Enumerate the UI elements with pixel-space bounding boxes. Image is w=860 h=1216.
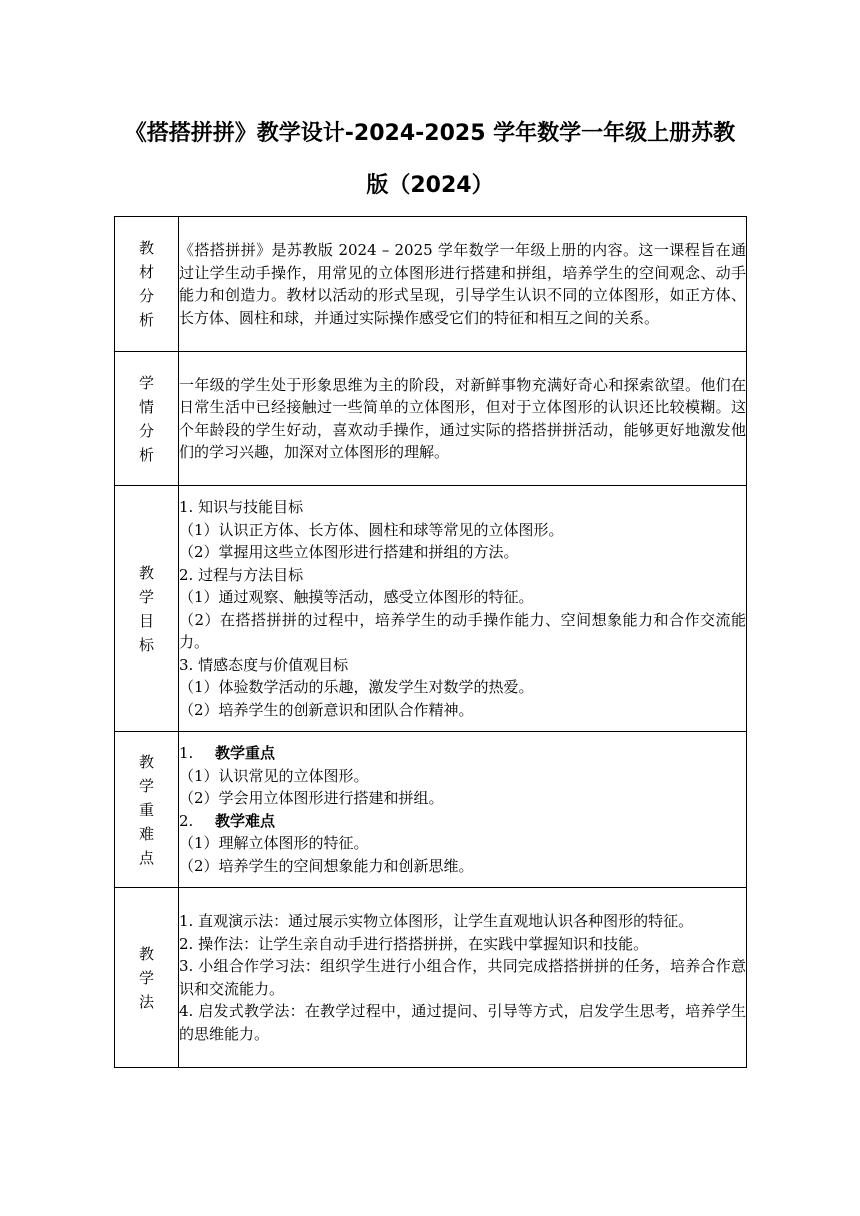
- table-row-student-analysis: [115, 352, 747, 486]
- row-label-key-difficult-points: [115, 732, 179, 888]
- objective-item: （1）认识正方体、长方体、圆柱和球等常见的立体图形。: [179, 520, 564, 539]
- label-char: 学: [138, 587, 154, 606]
- difficult-point-item: （2）培养学生的空间想象能力和创新思维。: [179, 856, 474, 875]
- objective-item: 1. 知识与技能目标: [179, 498, 304, 516]
- method-item: 3. 小组合作学习法：组织学生进行小组合作，共同完成搭搭拼拼的任务，培养合作意识和交流能力。: [179, 957, 746, 998]
- document-title: [100, 108, 760, 212]
- row-label-student-analysis: [115, 352, 179, 486]
- objective-item: （1）通过观察、触摸等活动，感受立体图形的特征。: [179, 588, 534, 606]
- title-line-1: 《搭搭拼拼》教学设计-2024-2025 学年数学一年级上册苏教: [124, 121, 736, 146]
- label-char: 重: [138, 800, 154, 819]
- table-row-teaching-methods: [115, 888, 747, 1068]
- label-char: 学: [138, 373, 154, 392]
- row-content-textbook-analysis: [179, 217, 747, 352]
- label-char: 教: [138, 563, 154, 582]
- student-analysis-text: 一年级的学生处于形象思维为主的阶段，对新鲜事物充满好奇心和探索欲望。他们在日常生活中已经接触过一些简单的立体图形，但对于立体图形的认识还比较模糊。这个年龄段的学生好动，喜欢动手操作，通过实际的搭搭拼拼活动，能够更好地激发他们的学习兴趣，加深对立体图形的理解。: [179, 375, 746, 461]
- table-row-textbook-analysis: [115, 217, 747, 352]
- label-char: 法: [138, 992, 154, 1011]
- label-char: 点: [138, 848, 154, 867]
- heading-text: 教学难点: [215, 811, 276, 830]
- label-char: 情: [138, 397, 154, 416]
- label-char: 标: [138, 635, 154, 654]
- label-char: 分: [138, 421, 154, 440]
- method-item: 1. 直观演示法：通过展示实物立体图形，让学生直观地认识各种图形的特征。: [179, 912, 694, 930]
- objective-item: （1）体验数学活动的乐趣，激发学生对数学的热爱。: [179, 678, 534, 696]
- title-line-2: 版（2024）: [366, 173, 494, 198]
- label-char: 目: [138, 611, 154, 630]
- method-item: 4. 启发式教学法：在教学过程中，通过提问、引导等方式，启发学生思考，培养学生的思维能力。: [179, 1002, 746, 1043]
- label-char: 析: [138, 445, 154, 464]
- row-label-teaching-methods: [115, 888, 179, 1068]
- label-char: 教: [138, 239, 154, 257]
- label-char: 难: [138, 824, 154, 843]
- key-points-heading: [179, 742, 746, 765]
- row-label-teaching-objectives: [115, 486, 179, 732]
- objective-item: 3. 情感态度与价值观目标: [179, 655, 349, 674]
- key-point-item: （1）认识常见的立体图形。: [179, 766, 369, 785]
- table-row-teaching-objectives: [115, 486, 747, 732]
- heading-number: 1.: [179, 744, 194, 762]
- lesson-plan-table: [114, 216, 747, 1068]
- label-char: 学: [138, 776, 154, 795]
- row-content-teaching-methods: [179, 888, 747, 1068]
- objective-item: （2）培养学生的创新意识和团队合作精神。: [179, 700, 474, 719]
- row-label-textbook-analysis: [115, 217, 179, 352]
- difficult-points-heading: [179, 810, 746, 833]
- row-content-key-difficult-points: [179, 732, 747, 888]
- key-point-item: （2）学会用立体图形进行搭建和拼组。: [179, 789, 444, 807]
- objective-item: 2. 过程与方法目标: [179, 565, 304, 584]
- objective-item: （2）掌握用这些立体图形进行搭建和拼组的方法。: [179, 543, 519, 561]
- heading-number: 2.: [179, 811, 194, 830]
- textbook-analysis-text: 《搭搭拼拼》是苏教版 2024 – 2025 学年数学一年级上册的内容。这一课程旨在通过让学生动手操作，用常见的立体图形进行搭建和拼组，培养学生的空间观念、动手能力和创造力。教材以活动的形式呈现，引导学生认识不同的立体图形，如正方体、长方体、圆柱和球，并通过实际操作感受它们的特征和相互之间的关系。: [179, 241, 746, 327]
- label-char: 教: [138, 752, 154, 771]
- row-content-teaching-objectives: [179, 486, 747, 732]
- row-content-student-analysis: [179, 352, 747, 486]
- table-row-key-difficult-points: [115, 732, 747, 888]
- label-char: 教: [138, 944, 154, 963]
- label-char: 材: [138, 263, 154, 281]
- heading-text: 教学重点: [215, 744, 276, 762]
- label-char: 分: [138, 287, 154, 305]
- difficult-point-item: （1）理解立体图形的特征。: [179, 834, 369, 852]
- label-char: 析: [138, 311, 154, 329]
- method-item: 2. 操作法：让学生亲自动手进行搭搭拼拼，在实践中掌握知识和技能。: [179, 934, 649, 953]
- label-char: 学: [138, 968, 154, 987]
- objective-item: （2）在搭搭拼拼的过程中，培养学生的动手操作能力、空间想象能力和合作交流能力。: [179, 610, 746, 651]
